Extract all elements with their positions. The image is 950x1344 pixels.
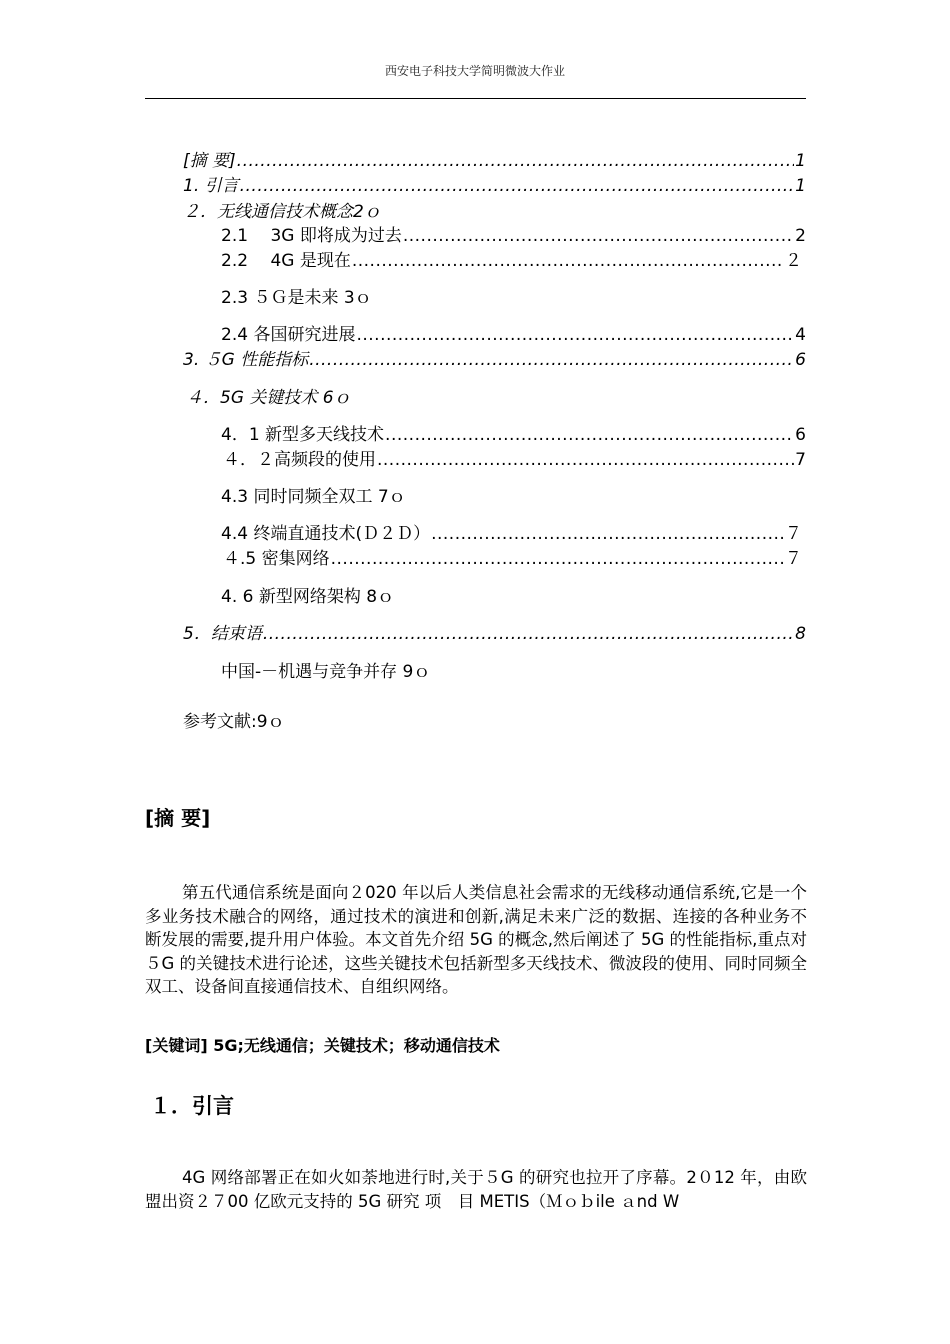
toc-entry[interactable]: 5．结束语 ..... 8 (183, 622, 806, 646)
toc-entry[interactable]: 4.4 终端直通技术(Ｄ２Ｄ） ..... ７ (221, 522, 802, 546)
abstract-body: 第五代通信系统是面向２020 年以后人类信息社会需求的无线移动通信系统,它是一个多业务技术融合的网络，通过技术的演进和创新,满足未来广泛的数据、连接的各种业务不断发展的需要,提升用户体验。本文首先介绍 5G 的概念,然后阐述了 5G 的性能指标,重点对５G 的关键技术进行论述，这些关键技术包括新型多天线技术、微波段的使用、同时同频全双工、设备间直接通信技术、自组织网络。 (145, 883, 807, 997)
toc-entry[interactable]: 4. 6 新型网络架构 8ｏ (221, 587, 395, 607)
abstract-heading: [摘 要] (145, 806, 211, 830)
toc-entry[interactable]: ４．5G 关键技术 6ｏ (186, 388, 351, 408)
section-heading: １．引言 (150, 1094, 234, 1118)
toc-entry[interactable]: 2.2 4G 是现在 ..... ２ (221, 249, 802, 273)
toc-entry[interactable]: 3. ５G 性能指标 ..... 6 (183, 348, 806, 372)
toc-entry[interactable]: 参考文献:9ｏ (183, 712, 285, 732)
header-rule (145, 98, 806, 99)
toc-entry[interactable]: ４.5 密集网络 ..... ７ (223, 547, 802, 571)
page-header: 西安电子科技大学简明微波大作业 (384, 64, 565, 78)
toc-entry[interactable]: ４．２高频段的使用 ..... 7 (223, 448, 806, 472)
toc-entry[interactable]: 1. 引言 ..... 1 (183, 174, 806, 198)
toc-entry[interactable]: 2.3 ５Ｇ是未来 3ｏ (221, 288, 372, 308)
toc-entry[interactable]: 中国-－机遇与竞争并存 9ｏ (221, 662, 431, 682)
toc-entry[interactable]: 4.3 同时同频全双工 7ｏ (221, 487, 406, 507)
toc-entry[interactable]: 4．1 新型多天线技术 ..... 6 (221, 423, 806, 447)
toc-entry[interactable]: 2.4 各国研究进展 ..... 4 (221, 323, 806, 347)
section-body: 4G 网络部署正在如火如荼地进行时,关于５G 的研究也拉开了序幕。2０12 年，由欧盟出资２７00 亿欧元支持的 5G 研究 项 目 METIS（Ｍｏｂile ａnd W (145, 1168, 807, 1211)
toc-entry[interactable]: 2.1 3G 即将成为过去 ..... 2 (221, 224, 806, 248)
keywords: [关键词] 5G;无线通信；关键技术；移动通信技术 (145, 1036, 500, 1055)
toc-entry[interactable]: [摘 要] ..... 1 (183, 149, 806, 173)
toc-entry[interactable]: ２．无线通信技术概念2ｏ (183, 202, 381, 222)
